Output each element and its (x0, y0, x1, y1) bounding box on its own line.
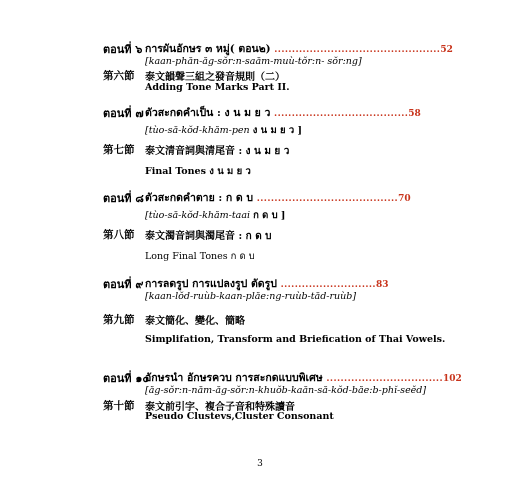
chapter-label-10: ตอนที่ ๑๐ (103, 372, 150, 385)
transliteration-6 (145, 56, 362, 67)
page-ref: 83 (375, 280, 389, 290)
transliteration-text: [kaan-phăn-ăg-sŏr:n-saăm-muù-tŏr:n- sŏr:ng] (145, 56, 362, 67)
chapter-title-7 (145, 104, 421, 121)
chapter-title-text: การผันอักษร ๓ หมู่( ตอน๒) (145, 43, 271, 55)
cjk-title-7: 泰文清音詞與清尾音 : ง น ม ย ว (145, 146, 290, 157)
transliteration-9 (145, 291, 356, 302)
transliteration-thai: ง น ม ย ว ] (252, 125, 303, 136)
chapter-title-text: อักษรนำ อักษรควบ การสะกดแบบพิเศษ (145, 372, 323, 384)
leader-dots: ........................................ (256, 194, 399, 204)
chapter-title-8 (145, 189, 411, 206)
chapter-title-text: ตัวสะกดคำตาย : ก ด บ (145, 192, 254, 204)
leader-dots: ................................. (326, 374, 443, 384)
cjk-section-label-8: 第八節 (103, 229, 135, 241)
transliteration-text: [kaan-lŏd-ruùb-kaan-plăe:ng-ruùb-tăd-ruùb] (145, 291, 357, 302)
transliteration-7 (145, 123, 302, 138)
leader-dots: ...................................... (274, 109, 409, 119)
chapter-title-text: การลดรูป การแปลงรูป ตัดรูป (145, 278, 277, 290)
cjk-section-label-6: 第六節 (103, 70, 135, 82)
cjk-title-10: 泰文前引字、複合子音和特殊讀音 (145, 402, 295, 413)
english-title-10: Pseudo Clustevs,Cluster Consonant (145, 411, 334, 422)
cjk-title-8: 泰文濁音詞與濁尾音 : ก ด บ (145, 231, 272, 242)
chapter-title-text: ตัวสะกดคำเป็น : ง น ม ย ว (145, 107, 271, 119)
transliteration-text: [tùo-să-kŏd-khăm-taai (145, 210, 251, 221)
page-ref: 58 (408, 109, 421, 119)
english-title-8: Long Final Tones ก ด บ (145, 251, 255, 262)
chapter-label-8: ตอนที่ ๘ (103, 192, 144, 205)
chapter-title-9 (145, 275, 389, 292)
cjk-section-label-10: 第十節 (103, 400, 135, 412)
transliteration-text: [ăg-sŏr:n-năm-ăg-sŏr:n-khuŏb-kaăn-să-kŏd-băe:b-phĭ-seĕd] (145, 385, 427, 396)
transliteration-text: [tùo-să-kŏd-khăm-pen (145, 125, 250, 136)
english-title-7: Final Tones ง น ม ย ว (145, 166, 251, 177)
english-title-6: Adding Tone Marks Part II. (145, 82, 290, 93)
cjk-section-label-7: 第七節 (103, 144, 135, 156)
transliteration-thai: ก ด บ ] (253, 210, 286, 221)
chapter-label-9: ตอนที่ ๙ (103, 278, 144, 291)
english-title-9: Simplifation, Transform and Briefication of Thai Vowels. (145, 334, 446, 345)
leader-dots: ............................................... (274, 45, 441, 55)
cjk-title-6: 泰文韻聲三組之發音規則（二） (145, 72, 285, 83)
chapter-title-6 (145, 40, 453, 57)
leader-dots: ........................... (280, 280, 376, 290)
cjk-section-label-9: 第九節 (103, 314, 135, 326)
page-ref: 70 (398, 194, 411, 204)
transliteration-10 (145, 385, 426, 396)
chapter-title-10 (145, 369, 462, 386)
cjk-title-9: 泰文簡化、變化、簡略 (145, 316, 245, 327)
page-number: 3 (257, 459, 263, 469)
transliteration-8 (145, 208, 285, 223)
chapter-label-7: ตอนที่ ๗ (103, 107, 144, 120)
chapter-label-6: ตอนที่ ๖ (103, 43, 143, 56)
page-ref: 102 (443, 374, 462, 384)
page-ref: 52 (440, 45, 453, 55)
